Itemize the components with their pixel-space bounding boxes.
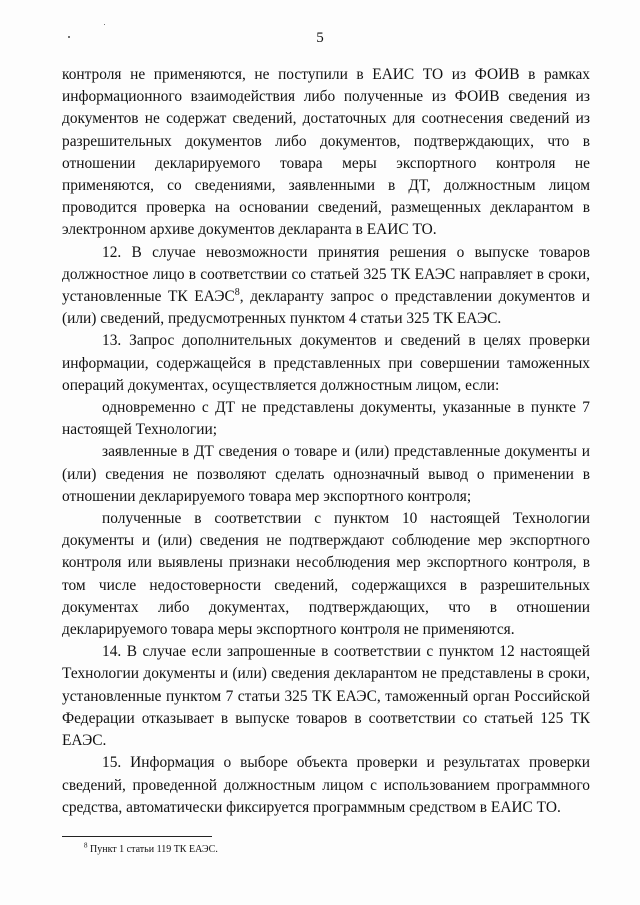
- paragraph-12: [62, 242, 590, 331]
- footnote-marker: 8: [84, 841, 88, 850]
- scan-speck: [104, 24, 105, 25]
- paragraph-13-item-2: заявленные в ДТ сведения о товаре и (или) представленные документы и (или) сведения не позволяют сделать однозначный вывод о применении в отношении декларируемого товара мер экспортного контроля;: [62, 443, 590, 505]
- paragraph-14: 14. В случае если запрошенные в соответствии с пунктом 12 настоящей Технологии документы и (или) сведения декларантом не представлены в сроки, установленные пунктом 7 статьи 325 ТК ЕАЭС, таможенный орган Российской Федерации отказывает в выпуске товаров в соответствии со статьей 125 ТК ЕАЭС.: [62, 643, 590, 750]
- paragraph-15: 15. Информация о выборе объекта проверки и результатах проверки сведений, проведенной должностным лицом с использованием программного средства, автоматически фиксируется программным средством в ЕАИС ТО.: [62, 754, 590, 816]
- footnote-divider: [62, 836, 212, 837]
- footnote: [84, 843, 218, 856]
- continued-paragraph: контроля не применяются, не поступили в ЕАИС ТО из ФОИВ в рамках информационного взаимодействия либо полученные из ФОИВ сведения из документов не содержат сведений, достаточных для соотнесения сведений из разрешительных документов либо документов, подтверждающих, что в отношении декларируемого товара меры экспортного контроля не применяются, со сведениями, заявленными в ДТ, должностным лицом проводится проверка на основании сведений, размещенных декларантом в электронном архиве документов декларанта в ЕАИС ТО.: [62, 66, 590, 239]
- paragraph-13-item-1: одновременно с ДТ не представлены документы, указанные в пункте 7 настоящей Технологии;: [62, 399, 590, 439]
- document-body: [62, 64, 590, 819]
- paragraph-13-item-3: полученные в соответствии с пунктом 10 настоящей Технологии документы и (или) сведения не подтверждают соблюдение мер экспортного контроля или выявлены признаки несоблюдения мер экспортного контроля, в том числе недостоверности сведений, содержащихся в разрешительных документах либо документах, подтверждающих, что в отношении декларируемого товара меры экспортного контроля не применяются.: [62, 510, 590, 639]
- footnote-reference: 8: [234, 286, 240, 298]
- paragraph-12-text-end: , декларанту запрос о представлении документов и (или) сведений, предусмотренных пунктом 4 статьи 325 ТК ЕАЭС.: [62, 288, 590, 328]
- paragraph-12-text: 12. В случае невозможности принятия решения о выпуске товаров должностное лицо в соответствии со статьей 325 ТК ЕАЭС направляет в сроки, установленные ТК ЕАЭС: [62, 243, 590, 306]
- page-number: 5: [316, 30, 324, 46]
- footnote-text: Пункт 1 статьи 119 ТК ЕАЭС.: [87, 844, 218, 855]
- paragraph-13: 13. Запрос дополнительных документов и сведений в целях проверки информации, содержащейся в представленных при совершении таможенных операций документах, осуществляется должностным лицом, если:: [62, 332, 590, 394]
